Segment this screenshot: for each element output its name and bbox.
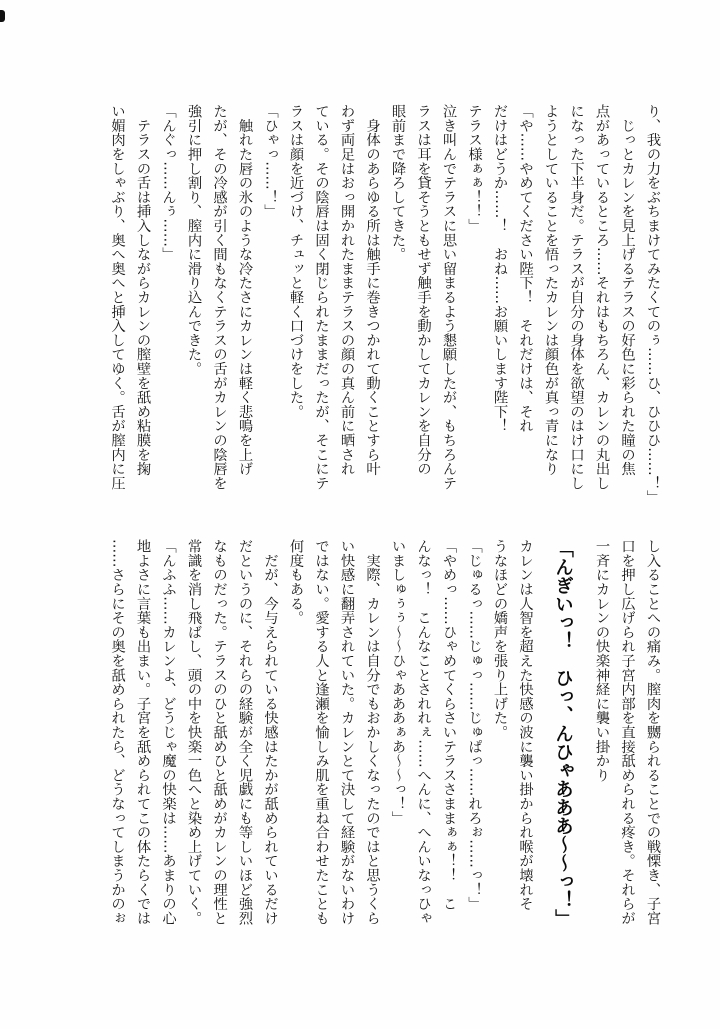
text-column: うなほどの嬌声を張り上げた。 xyxy=(492,539,508,740)
text-column: じっとカレンを見上げるテラスの好色に彩られた瞳の焦 xyxy=(619,104,636,476)
lower-text-block xyxy=(104,539,665,939)
dialogue-column: 「や……やめてください陛下！ それだけは、それ xyxy=(517,104,534,433)
dialogue-column: んなっ！ こんなことされれぇ……へんに、へんいなっひゃ xyxy=(415,539,432,926)
text-column: 泣き叫んでテラスに思い留まるよう懇願したが、もちろんテ xyxy=(441,104,457,491)
dialogue-column: だけはどうか……！ おね……お願いします陛下！ xyxy=(492,104,508,433)
text-column: 何度もある。 xyxy=(288,539,304,625)
dialogue-column: 「やめっ……ひゃめてくらさいテラスさままぁぁ！！ こ xyxy=(441,539,457,911)
dialogue-column: 「んふふ……カレンよ、どうじゃ魔の快楽は……あまりの心 xyxy=(160,539,177,926)
text-column: 触れた唇の氷のような冷たさにカレンは軽く悲鳴を上げ xyxy=(237,104,253,476)
text-column: ラスは顔を近づけ、チュッと軽く口づけをした。 xyxy=(288,104,304,419)
text-column: なものだった。テラスのひと舐めひと舐めがカレンの理性と xyxy=(211,539,228,926)
dialogue-column: 「んぐっ……んぅ……」 xyxy=(160,104,177,262)
text-column: テラスの舌は挿入しながらカレンの膣壁を舐め粘膜を掬 xyxy=(135,104,151,476)
upper-text-block xyxy=(104,104,665,504)
dialogue-column: テラス様ぁぁ！！」 xyxy=(466,104,483,233)
text-column: 常識を消し飛ばし、頭の中を快楽一色へと染め上げていく。 xyxy=(186,539,202,926)
scan-artifact xyxy=(0,10,5,22)
emphasized-exclamation-column: 「んぎいっ！ ひっ、んひゃあああ～～っ！」 xyxy=(552,539,574,928)
text-column: だが、今与えられている快感はたかが舐められているだけ xyxy=(262,539,279,926)
text-column: になった下半身だ。テラスが自分の身体を欲望のはけ口にし xyxy=(568,104,585,491)
text-column: 点があっているところ……それはもちろん、カレンの丸出し xyxy=(594,104,610,491)
text-column: 身体のあらゆる所は触手に巻きつかれて動くことすら叶 xyxy=(364,104,381,476)
text-column: い快感に翻弄されていた。カレンとて決して経験がないわけ xyxy=(339,539,355,926)
text-column: 眼前まで降ろしてきた。 xyxy=(390,104,406,262)
text-column: わず両足はおっ開かれたままテラスの顔の真ん前に晒され xyxy=(339,104,355,476)
text-column: ている。その陰唇は固く閉じられたままだったが、そこにテ xyxy=(313,104,330,491)
dialogue-column: 「じゅるっ……じゅっ……じゅぱっ……れろぉ……っ！」 xyxy=(466,539,483,911)
text-column: し入ることへの痛み。膣肉を嬲られることでの戦慄き、子宮 xyxy=(645,539,661,926)
text-column: 強引に押し割り、膣内に滑り込んできた。 xyxy=(186,104,202,376)
text-column: 一斉にカレンの快楽神経に襲い掛かり xyxy=(594,539,610,783)
dialogue-column: ……さらにその奥を舐められたら、どうなってしまうかのぉ xyxy=(109,539,126,926)
text-column: い媚肉をしゃぶり、奥へ奥へと挿入してゆく。舌が膣内に圧 xyxy=(109,104,126,491)
text-column: カレンは人智を超えた快感の波に襲い掛かられ喉が壊れそ xyxy=(517,539,534,911)
dialogue-column: いましゅぅぅ～～ひゃあああぁあ～～っ！」 xyxy=(390,539,406,825)
dialogue-column: 地よさに言葉も出まい。子宮を舐められてこの体たらくでは xyxy=(135,539,151,926)
dialogue-column: 「ひゃっ……！」 xyxy=(262,104,279,219)
text-column: り、我の力をぶちまけてみたくてのぅ……ひ、ひひひ……！」 xyxy=(645,104,661,504)
text-column: 口を押し広げられ子宮内部を直接舐められる疼き。それらが xyxy=(619,539,636,926)
text-column: だというのに、それらの経験が全く児戯にも等しいほど強烈 xyxy=(237,539,253,926)
text-column: ではない。愛する人と逢瀬を愉しみ肌を重ね合わせたことも xyxy=(313,539,330,926)
text-column: たが、その冷感が引く間もなくテラスの舌がカレンの陰唇を xyxy=(211,104,228,491)
text-column: ようとしていることを悟ったカレンは顔色が真っ青になり xyxy=(543,104,559,476)
text-column: ラスは耳を貸そうともせず触手を動かしてカレンを自分の xyxy=(415,104,432,476)
text-column: 実際、カレンは自分でもおかしくなったのではと思うくら xyxy=(364,539,381,926)
